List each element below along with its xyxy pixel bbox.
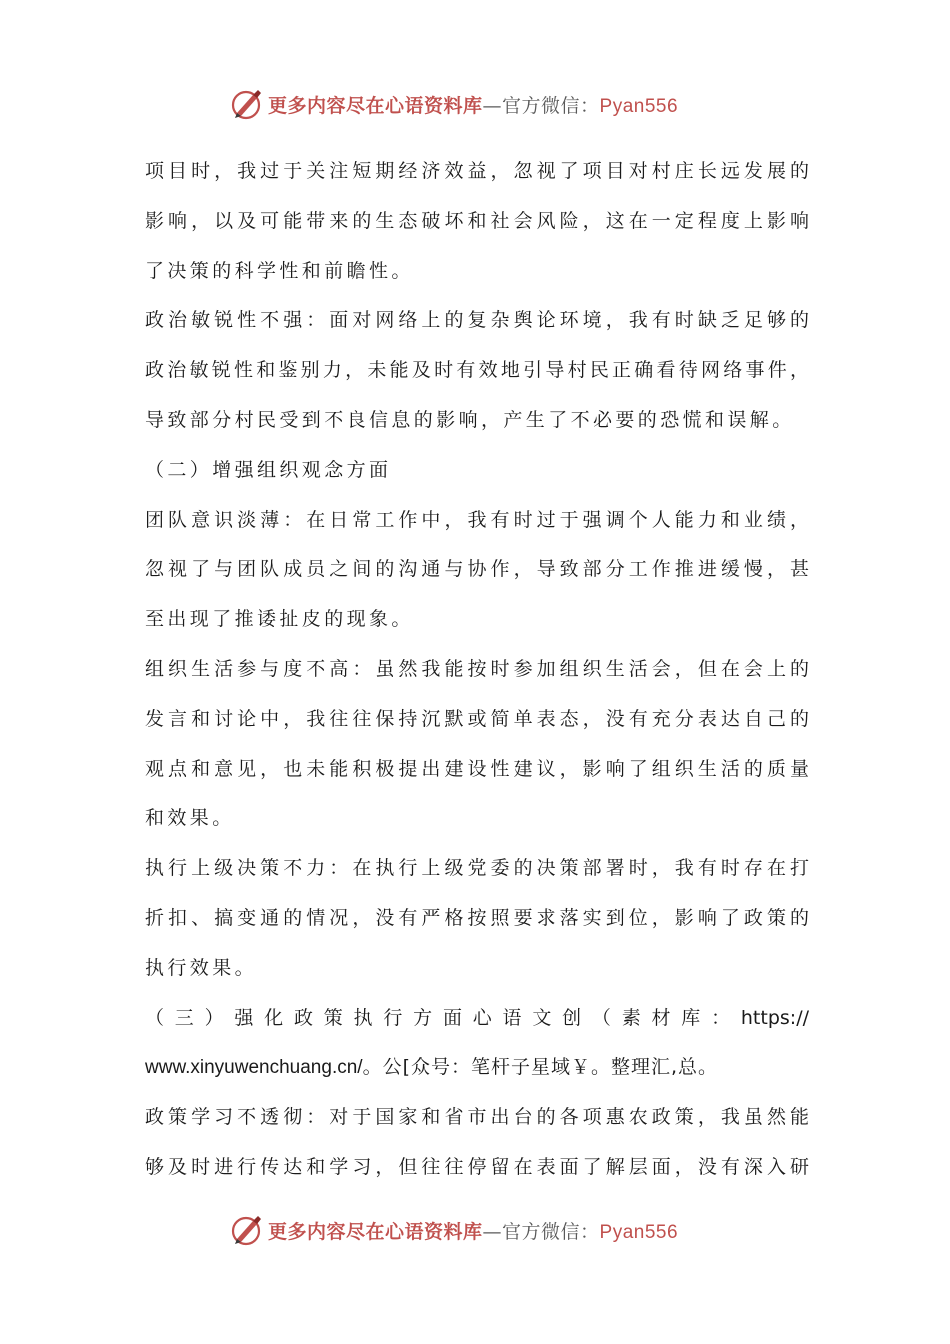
text-line-url	[145, 1043, 809, 1093]
text-line: 至出现了推诿扯皮的现象。	[145, 608, 414, 631]
text-line: 折扣、搞变通的情况，没有严格按照要求落实到位，影响了政策的	[145, 906, 809, 929]
text-line: 了决策的科学性和前瞻性。	[145, 259, 414, 282]
footer-separator: —	[482, 1220, 503, 1243]
section-heading: （三）强化政策执行方面心语文创（素材库：https://	[145, 1006, 809, 1029]
source-note: 。公[众号：笔杆子星域￥。整理汇,总。	[362, 1056, 719, 1079]
header-wechat-id: Pyan556	[599, 95, 679, 117]
footer-official: 官方微信：	[502, 1220, 600, 1243]
text-line: 政治敏锐性不强：面对网络上的复杂舆论环境，我有时缺乏足够的	[145, 309, 809, 332]
footer-brand: 更多内容尽在心语资料库	[268, 1220, 483, 1243]
section-heading: （二）增强组织观念方面	[145, 458, 392, 481]
text-line: 影响，以及可能带来的生态破坏和社会风险，这在一定程度上影响	[145, 209, 809, 232]
header-brand: 更多内容尽在心语资料库	[268, 94, 483, 117]
header-separator: —	[482, 94, 503, 117]
text-line: 发言和讨论中，我往往保持沉默或简单表态，没有充分表达自己的	[145, 707, 809, 730]
header-official: 官方微信：	[502, 94, 600, 117]
header-banner-text	[268, 91, 678, 118]
header-banner	[228, 84, 728, 124]
text-line: 项目时，我过于关注短期经济效益，忽视了项目对村庄长远发展的	[145, 160, 809, 182]
footer-banner	[228, 1210, 728, 1250]
text-line: 执行效果。	[145, 956, 258, 979]
text-line: 和效果。	[145, 807, 235, 830]
text-line: 执行上级决策不力：在执行上级党委的决策部署时，我有时存在打	[145, 857, 809, 880]
text-line: 政策学习不透彻：对于国家和省市出台的各项惠农政策，我虽然能	[145, 1106, 809, 1129]
text-line: 导致部分村民受到不良信息的影响，产生了不必要的恐慌和误解。	[145, 408, 795, 431]
footer-banner-text	[268, 1217, 678, 1244]
source-url: www.xinyuwenchuang.cn/	[145, 1057, 363, 1079]
text-line: 观点和意见，也未能积极提出建设性建议，影响了组织生活的质量	[145, 757, 809, 780]
pen-logo-icon	[228, 1212, 264, 1248]
text-line: 够及时进行传达和学习，但往往停留在表面了解层面，没有深入研	[145, 1155, 809, 1178]
text-line: 组织生活参与度不高：虽然我能按时参加组织生活会，但在会上的	[145, 657, 809, 680]
text-line: 团队意识淡薄：在日常工作中，我有时过于强调个人能力和业绩，	[145, 508, 809, 531]
text-line: 政治敏锐性和鉴别力，未能及时有效地引导村民正确看待网络事件，	[145, 359, 809, 382]
pen-logo-icon	[228, 86, 264, 122]
document-body	[145, 147, 809, 1193]
footer-wechat-id: Pyan556	[599, 1221, 679, 1243]
text-line: 忽视了与团队成员之间的沟通与协作，导致部分工作推进缓慢，甚	[145, 558, 809, 581]
